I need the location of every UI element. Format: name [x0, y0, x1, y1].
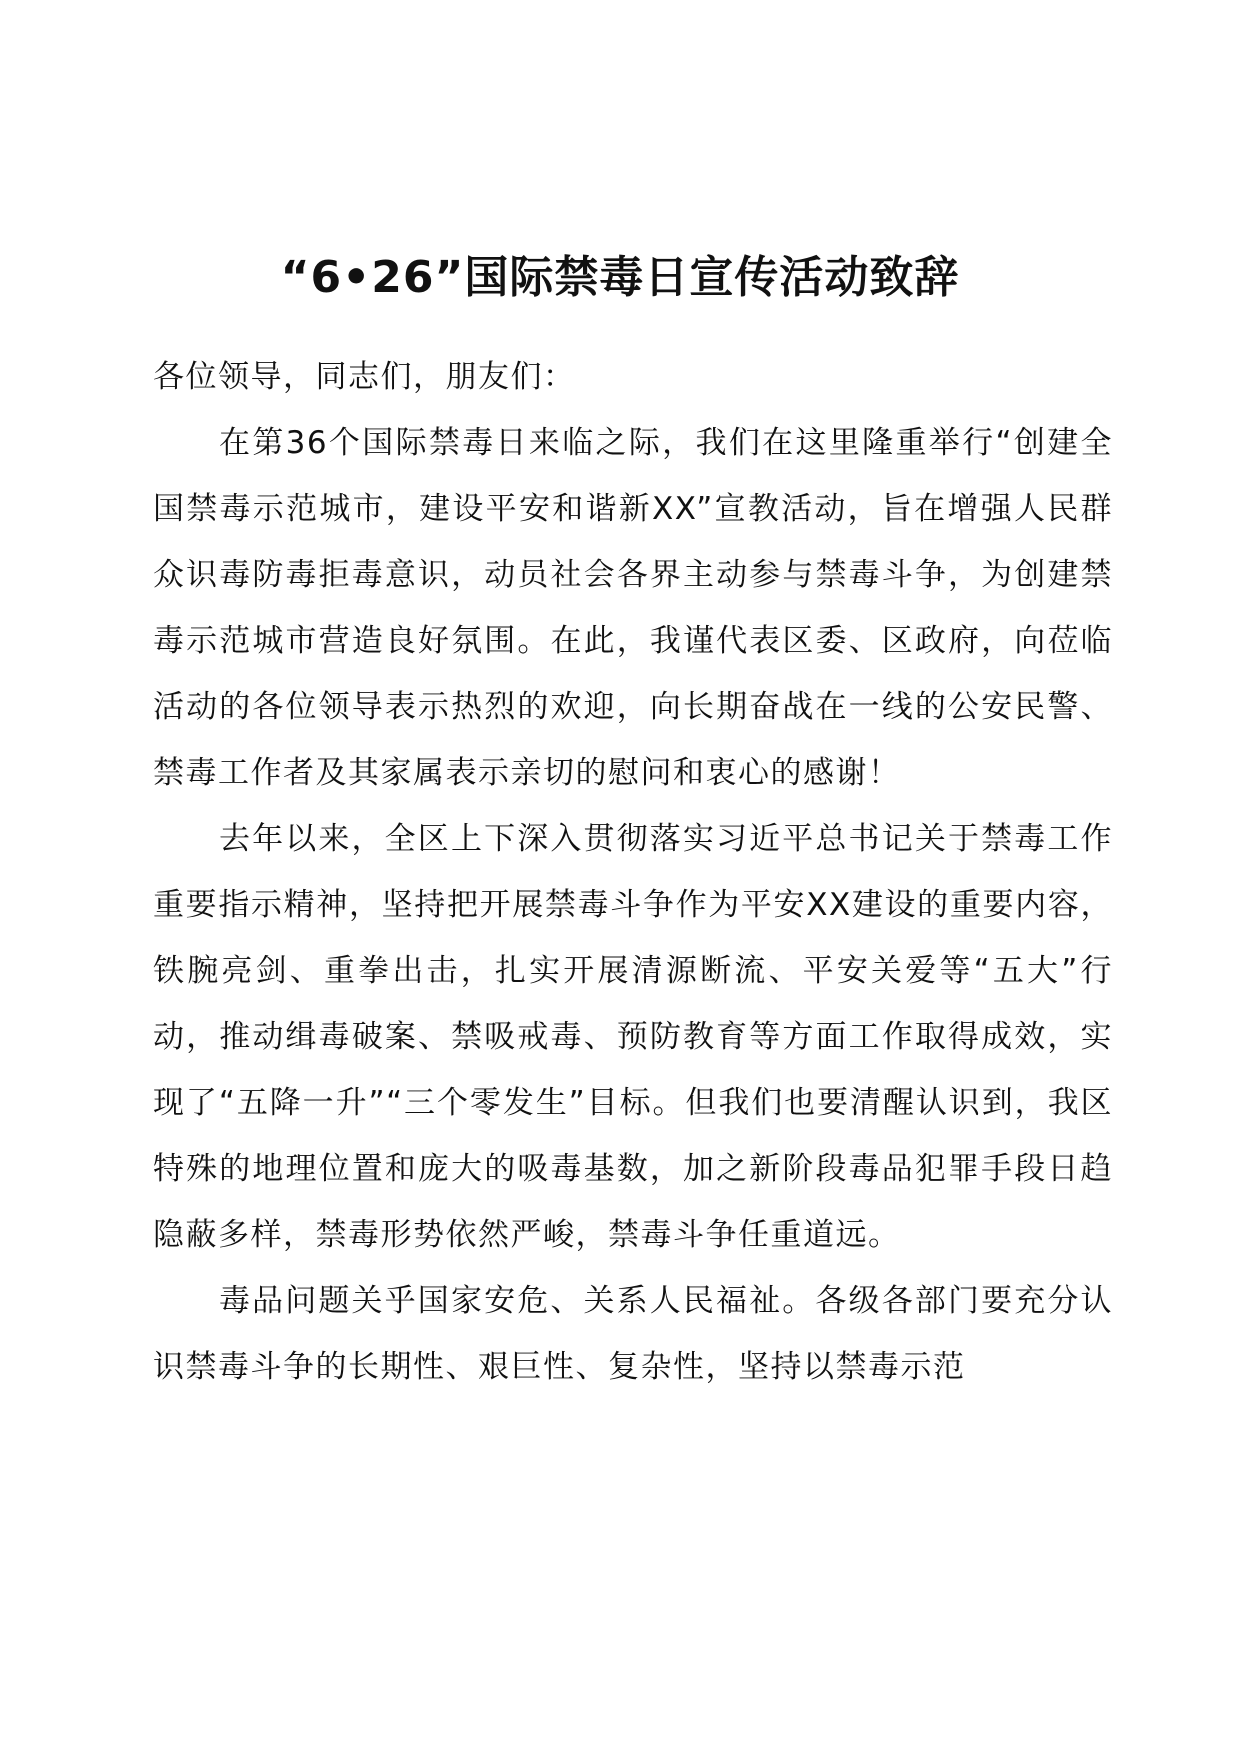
paragraph-1: 在第36个国际禁毒日来临之际，我们在这里隆重举行“创建全国禁毒示范城市，建设平安和谐新XX”宣教活动，旨在增强人民群众识毒防毒拒毒意识，动员社会各界主动参与禁毒斗争，为创建禁毒示范城市营造良好氛围。在此，我谨代表区委、区政府，向莅临活动的各位领导表示热烈的欢迎，向长期奋战在一线的公安民警、禁毒工作者及其家属表示亲切的慰问和衷心的感谢！: [153, 425, 1113, 791]
salutation: 各位领导，同志们，朋友们：: [153, 359, 576, 395]
document-body: [153, 344, 1113, 1400]
document-title: “6•26”国际禁毒日宣传活动致辞: [280, 252, 960, 303]
paragraph-3: 毒品问题关乎国家安危、关系人民福祉。各级各部门要充分认识禁毒斗争的长期性、艰巨性、复杂性，坚持以禁毒示范: [153, 1283, 1113, 1385]
paragraph-2: 去年以来，全区上下深入贯彻落实习近平总书记关于禁毒工作重要指示精神，坚持把开展禁毒斗争作为平安XX建设的重要内容，铁腕亮剑、重拳出击，扎实开展清源断流、平安关爱等“五大”行动，推动缉毒破案、禁吸戒毒、预防教育等方面工作取得成效，实现了“五降一升”“三个零发生”目标。但我们也要清醒认识到，我区特殊的地理位置和庞大的吸毒基数，加之新阶段毒品犯罪手段日趋隐蔽多样，禁毒形势依然严峻，禁毒斗争任重道远。: [153, 821, 1113, 1253]
